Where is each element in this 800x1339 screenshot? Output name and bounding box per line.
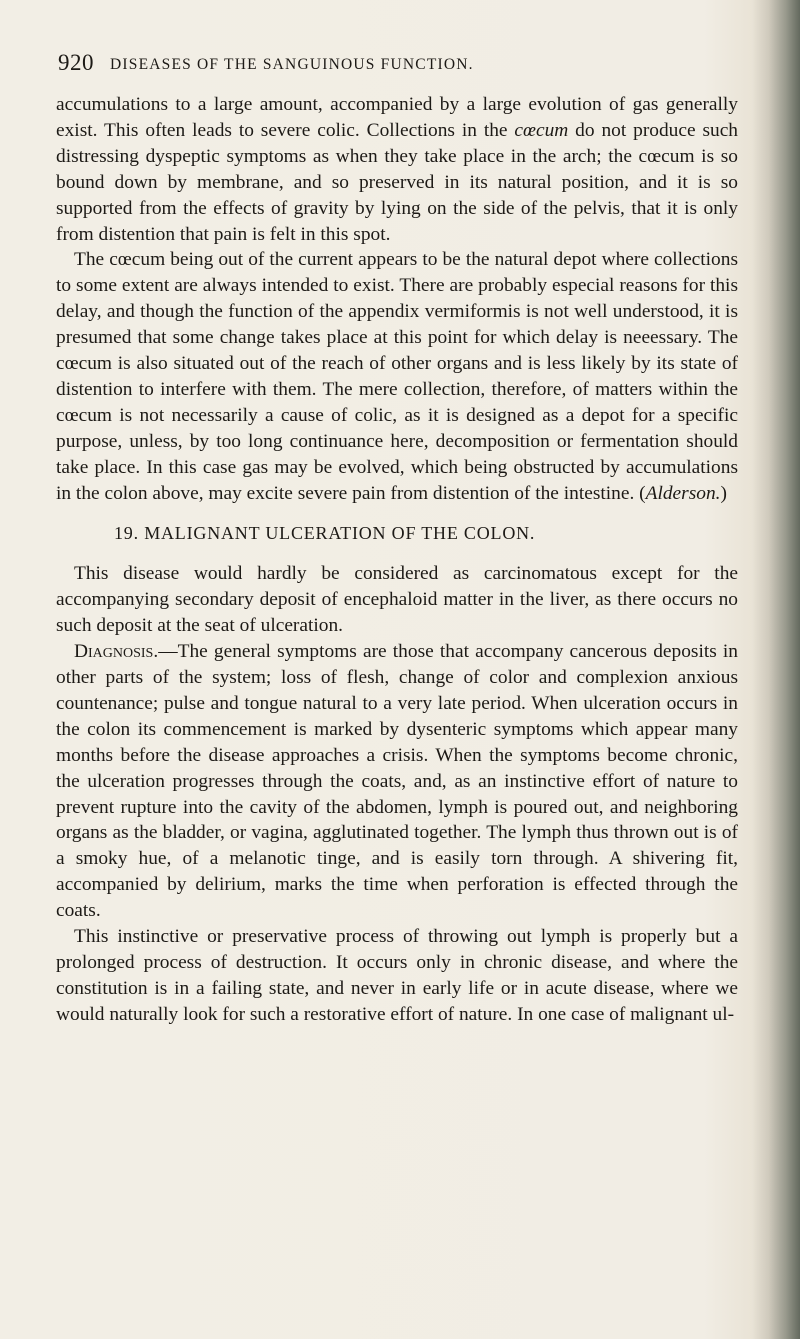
page-number: 920 xyxy=(58,50,94,75)
binding-shadow xyxy=(752,0,800,1339)
running-title: DISEASES OF THE SANGUINOUS FUNCTION. xyxy=(110,56,474,73)
body-text xyxy=(56,92,738,1028)
paragraph-1 xyxy=(56,92,738,247)
paragraph-1-part-b: do not produce such distressing dyspeptic symptoms as when they take place in the arch; the cœcum is so bound down by membrane, and so preserved in its natural position, and it is so supported from the effects of gravity by lying on the side of the pelvis, that it is only from distention that pain is felt in this spot. xyxy=(56,119,739,245)
italic-term-coecum: cœcum xyxy=(514,119,569,141)
paragraph-2 xyxy=(56,247,738,506)
section-heading: 19. MALIGNANT ULCERATION OF THE COLON. xyxy=(114,522,536,543)
paragraph-4-body: —The general symptoms are those that accompany cancerous deposits in other parts of the system; loss of flesh, change of color and complexion anxious countenance; pulse and tongue natural to a very late period. When ulceration occurs in the colon its commencement is marked by dysenteric symptoms which appear many months before the disease approaches a crisis. When the symptoms become chronic, the ulceration progresses through the coats, and, as an instinctive effort of nature to prevent rupture into the cavity of the abdomen, lymph is poured out, and neighboring organs as the bladder, or vagina, agglutinated together. The lymph thus thrown out is of a smoky hue, of a melanotic tinge, and is easily torn through. A shivering fit, accompanied by delirium, marks the time when perforation is effected through the coats. xyxy=(56,641,738,922)
paragraph-4 xyxy=(56,639,738,924)
paragraph-3: This disease would hardly be considered as carcinomatous except for the accompanying secondary deposit of encephaloid matter in the liver, as there occurs no such deposit at the seat of ulceration. xyxy=(56,563,738,637)
paragraph-2-part-a: The cœcum being out of the current appears to be the natural depot where collections to some extent are always intended to exist. There are probably especial reasons for this delay, and though the function of the appendix vermiformis is not well understood, it is presumed that some change takes place at this point for which delay is neeessary. The cœcum is also situated out of the reach of other organs and is less likely by its state of distention to interfere with them. The mere collection, therefore, of matters within the cœcum is not necessarily a cause of colic, as it is designed as a depot for a specific purpose, unless, by too long continuance here, decomposition or fermentation should take place. In this case gas may be evolved, which being obstructed by accumulations in the colon above, may excite severe pain from distention of the intestine. ( xyxy=(56,249,738,504)
paragraph-2-part-b: ) xyxy=(720,482,727,504)
diagnosis-label: Diagnosis. xyxy=(74,641,159,663)
page-header xyxy=(58,50,738,80)
citation-alderson: Alderson. xyxy=(645,482,721,504)
paragraph-1-part-a: accumulations to a large amount, accompanied by a large evolution of gas generally exist. This often leads to severe colic. Collections in the xyxy=(56,94,738,141)
paragraph-5: This instinctive or preservative process of throwing out lymph is properly but a prolonged process of destruction. It occurs only in chronic disease, and where the constitution is in a failing state, and never in early life or in acute disease, where we would naturally look for such a restorative effort of nature. In one case of malignant ul- xyxy=(56,926,738,1025)
